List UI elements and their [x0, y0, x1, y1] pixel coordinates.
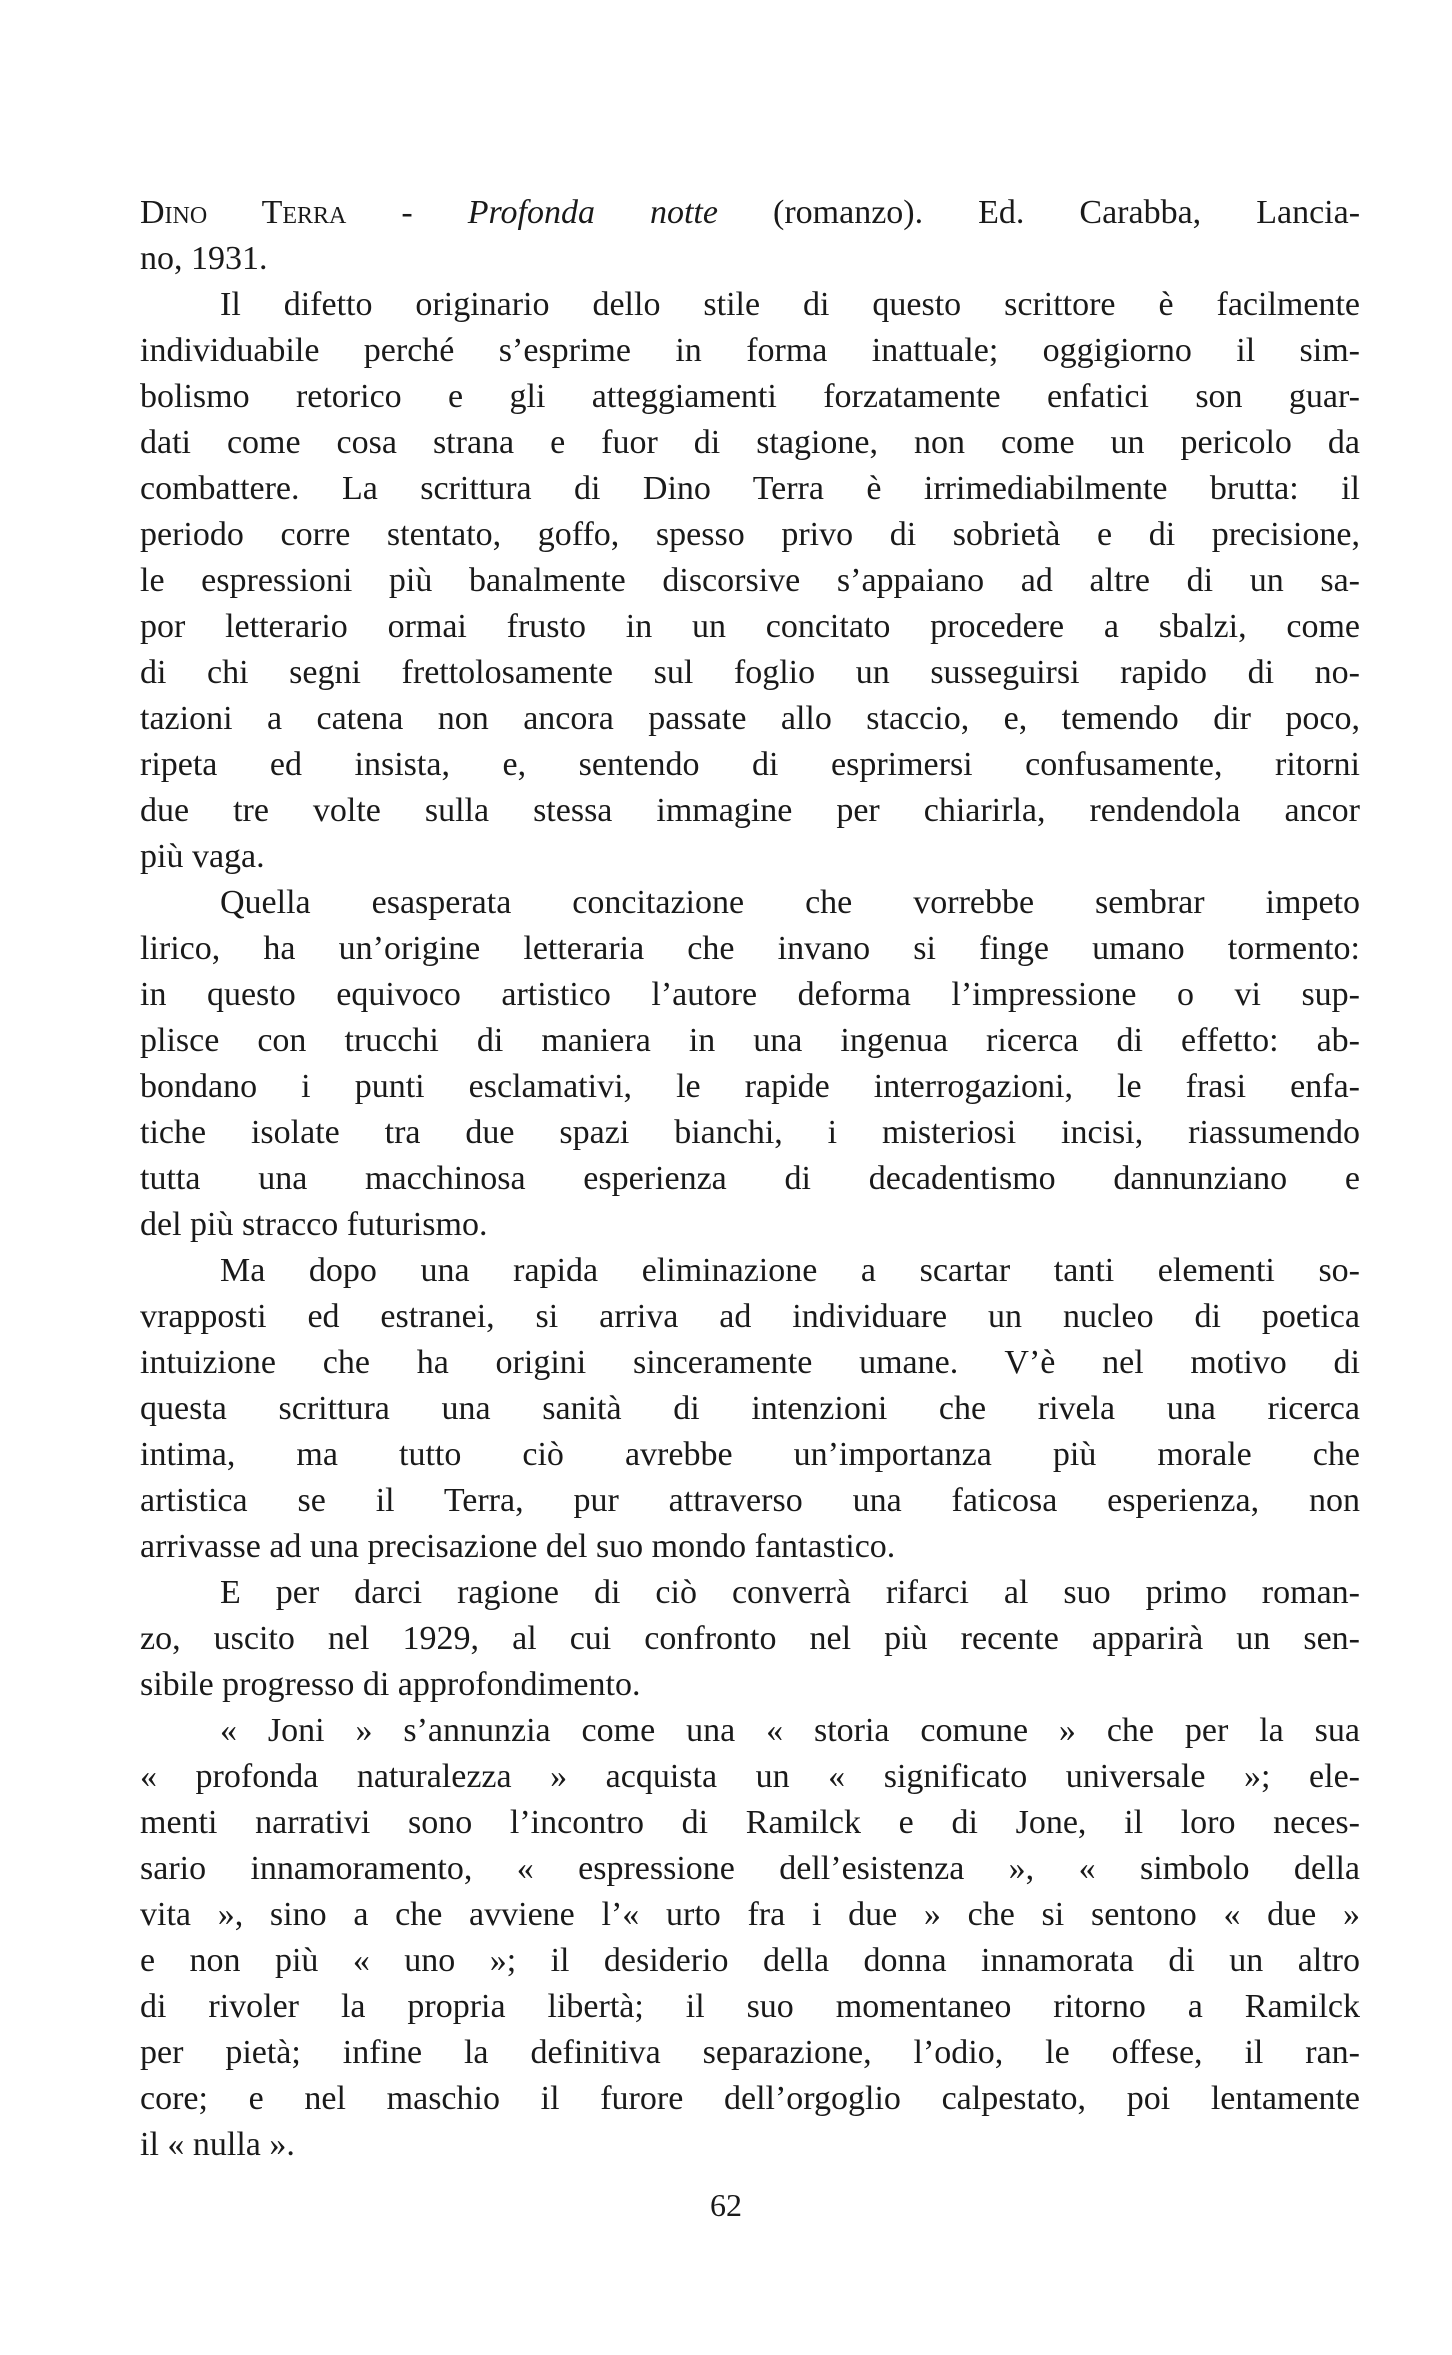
text-line: sario innamoramento, « espressione dell’esistenza », « simbolo della — [140, 1850, 1360, 1887]
paragraph-last-line: più vaga. — [140, 838, 265, 875]
text-line: tiche isolate tra due spazi bianchi, i misteriosi incisi, riassumendo — [140, 1114, 1360, 1151]
document-page — [140, 190, 1360, 2190]
text-line: por letterario ormai frusto in un concitato procedere a sbalzi, come — [140, 608, 1360, 645]
text-line: individuabile perché s’esprime in forma inattuale; oggigiorno il sim- — [140, 332, 1360, 369]
paragraph-last-line: del più stracco futurismo. — [140, 1206, 488, 1243]
text-line: le espressioni più banalmente discorsive s’appaiano ad altre di un sa- — [140, 562, 1360, 599]
text-line: bondano i punti esclamativi, le rapide interrogazioni, le frasi enfa- — [140, 1068, 1360, 1105]
text-line: menti narrativi sono l’incontro di Ramilck e di Jone, il loro neces- — [140, 1804, 1360, 1841]
heading-rest: (romanzo). Ed. Carabba, Lancia- — [717, 194, 1360, 231]
paragraph-last-line: sibile progresso di approfondimento. — [140, 1666, 641, 1703]
paragraph-first-line: Il difetto originario dello stile di questo scrittore è facilmente — [220, 286, 1360, 323]
book-title: Profonda notte — [467, 194, 718, 231]
text-line: zo, uscito nel 1929, al cui confronto nel più recente apparirà un sen- — [140, 1620, 1360, 1657]
text-line: intuizione che ha origini sinceramente umane. V’è nel motivo di — [140, 1344, 1360, 1381]
text-line: vita », sino a che avviene l’« urto fra i due » che si sentono « due » — [140, 1896, 1360, 1933]
text-line: questa scrittura una sanità di intenzioni che rivela una ricerca — [140, 1390, 1360, 1427]
author-name: Dino Terra — [140, 194, 347, 231]
text-line: lirico, ha un’origine letteraria che invano si finge umano tormento: — [140, 930, 1360, 967]
text-line: periodo corre stentato, goffo, spesso privo di sobrietà e di precisione, — [140, 516, 1360, 553]
text-line: tutta una macchinosa esperienza di decadentismo dannunziano e — [140, 1160, 1360, 1197]
page-number: 62 — [710, 2187, 742, 2223]
text-line: « profonda naturalezza » acquista un « significato universale »; ele- — [140, 1758, 1360, 1795]
heading-line — [140, 190, 1360, 236]
text-line: artistica se il Terra, pur attraverso una faticosa esperienza, non — [140, 1482, 1360, 1519]
paragraph-last-line: arrivasse ad una precisazione del suo mondo fantastico. — [140, 1528, 896, 1565]
text-line: due tre volte sulla stessa immagine per chiarirla, rendendola ancor — [140, 792, 1360, 829]
paragraph-first-line: « Joni » s’annunzia come una « storia comune » che per la sua — [220, 1712, 1360, 1749]
text-line: e non più « uno »; il desiderio della donna innamorata di un altro — [140, 1942, 1360, 1979]
text-line: in questo equivoco artistico l’autore deforma l’impressione o vi sup- — [140, 976, 1360, 1013]
text-line: di rivoler la propria libertà; il suo momentaneo ritorno a Ramilck — [140, 1988, 1360, 2025]
text-line: ripeta ed insista, e, sentendo di esprimersi confusamente, ritorni — [140, 746, 1360, 783]
text-line: core; e nel maschio il furore dell’orgoglio calpestato, poi lentamente — [140, 2080, 1360, 2117]
text-line: no, 1931. — [140, 240, 268, 277]
text-line: tazioni a catena non ancora passate allo staccio, e, temendo dir poco, — [140, 700, 1360, 737]
paragraph-first-line: Quella esasperata concitazione che vorrebbe sembrar impeto — [220, 884, 1360, 921]
text-line: combattere. La scrittura di Dino Terra è irrimediabilmente brutta: il — [140, 470, 1360, 507]
text-line: dati come cosa strana e fuor di stagione, non come un pericolo da — [140, 424, 1360, 461]
text-line: intima, ma tutto ciò avrebbe un’importanza più morale che — [140, 1436, 1360, 1473]
heading-separator: - — [346, 194, 468, 231]
paragraph-last-line: il « nulla ». — [140, 2126, 295, 2163]
text-line: plisce con trucchi di maniera in una ingenua ricerca di effetto: ab- — [140, 1022, 1360, 1059]
text-line: per pietà; infine la definitiva separazione, l’odio, le offese, il ran- — [140, 2034, 1360, 2071]
paragraph-first-line: E per darci ragione di ciò converrà rifarci al suo primo roman- — [220, 1574, 1360, 1611]
text-line: bolismo retorico e gli atteggiamenti forzatamente enfatici son guar- — [140, 378, 1360, 415]
text-line: vrapposti ed estranei, si arriva ad individuare un nucleo di poetica — [140, 1298, 1360, 1335]
paragraph-first-line: Ma dopo una rapida eliminazione a scartar tanti elementi so- — [220, 1252, 1360, 1289]
text-line: di chi segni frettolosamente sul foglio un susseguirsi rapido di no- — [140, 654, 1360, 691]
